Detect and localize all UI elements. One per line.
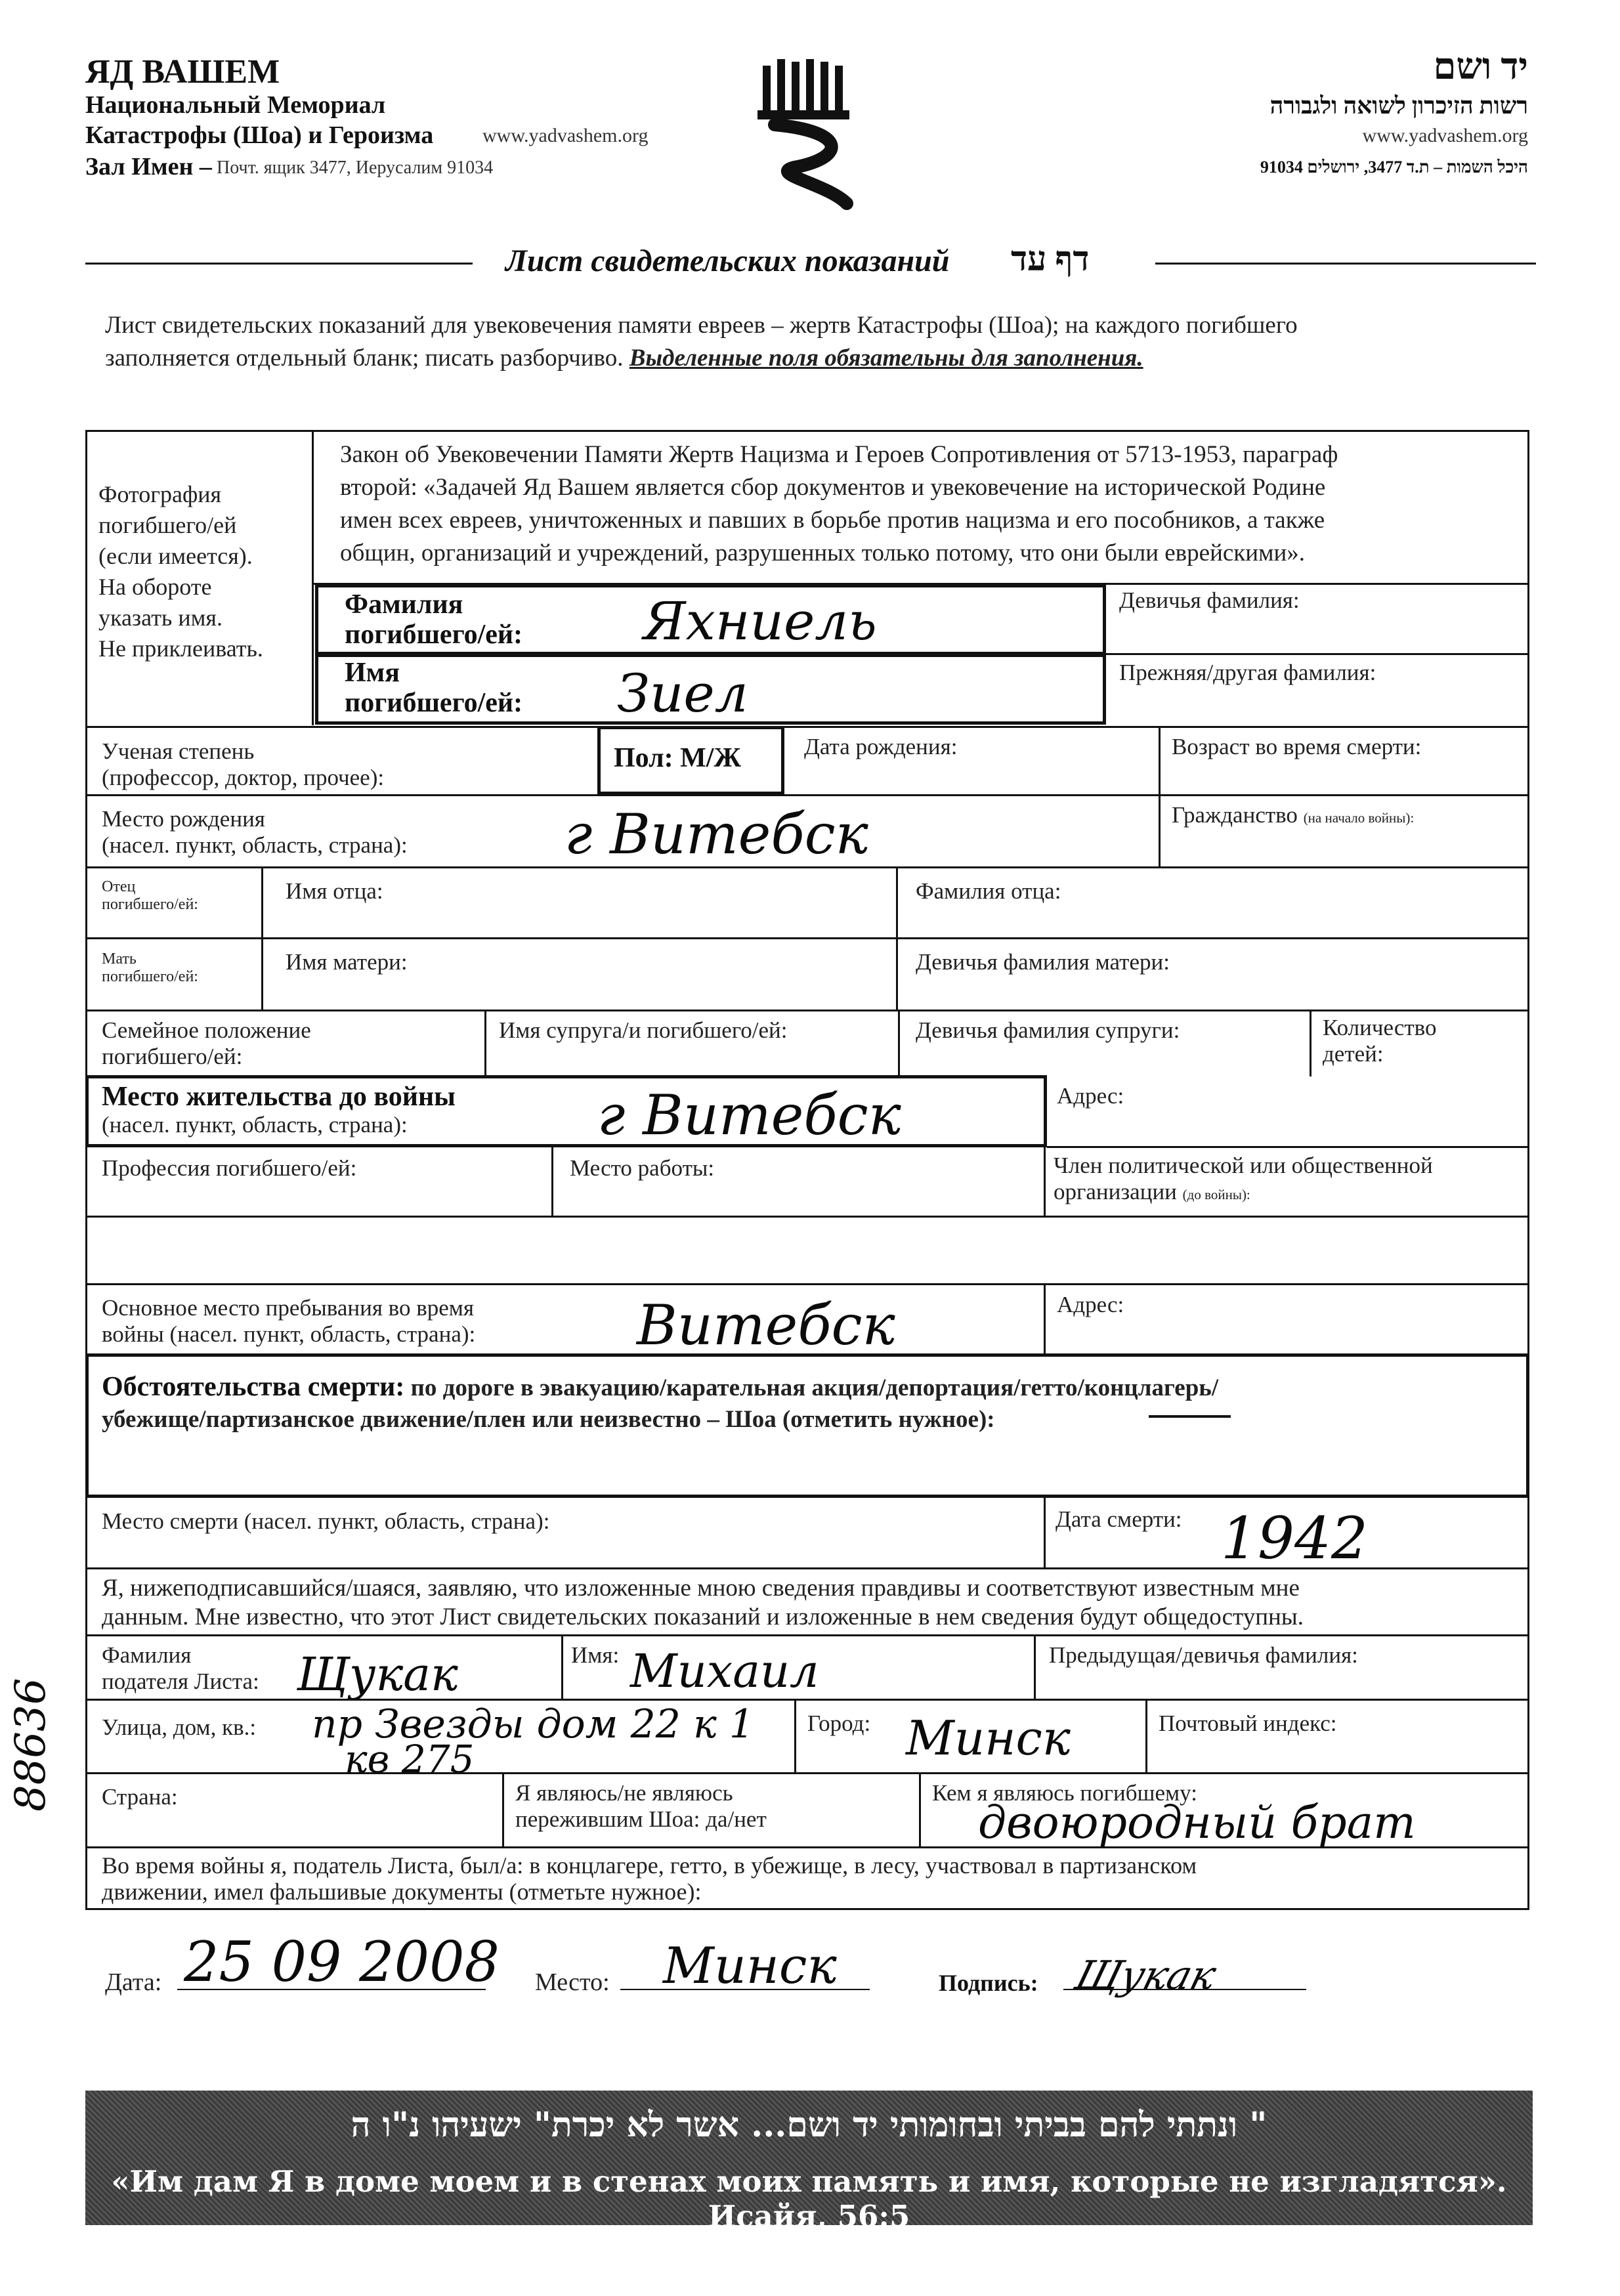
membership-note: (до войны):	[1182, 1187, 1250, 1202]
row-rule-profession	[1047, 1146, 1529, 1148]
victim-name-value: Зиел	[617, 663, 748, 724]
submitter-prev-divider	[1034, 1634, 1036, 1700]
membership-label	[1054, 1153, 1433, 1208]
relation-divider	[919, 1772, 921, 1848]
wartime-place-value: Витебск	[637, 1293, 895, 1357]
declaration-text	[102, 1574, 1304, 1632]
row-rule-degree	[85, 726, 1529, 728]
street-label: Улица, дом, кв.:	[102, 1714, 257, 1740]
photo-divider	[312, 430, 314, 725]
row-rule-father	[85, 866, 1529, 868]
birthplace-label	[102, 806, 408, 859]
victim-name-label-2: погибшего/ей:	[345, 688, 523, 718]
form-title-ru: Лист свидетельских показаний	[505, 244, 950, 278]
victim-name-label-1: Имя	[345, 658, 400, 688]
death-date-divider	[1044, 1497, 1046, 1569]
death-date-value: 1942	[1221, 1504, 1368, 1572]
declaration-line-2: данным. Мне известно, что этот Лист свидетельских показаний и изложенные в нем сведения будут общедоступны.	[102, 1604, 1304, 1630]
street-value-line-1: пр Звезды дом 22 к 1	[312, 1701, 755, 1747]
city-value: Минск	[906, 1711, 1071, 1766]
row-rule-street	[85, 1699, 1529, 1701]
sign-place-value: Минск	[663, 1936, 837, 1995]
photo-line-3: (если имеется).	[98, 543, 253, 569]
residence-value: г Витебск	[597, 1083, 901, 1147]
wartime-place-label	[102, 1295, 475, 1348]
footer-banner	[85, 2091, 1533, 2234]
father-tag	[102, 878, 198, 914]
marital-label-2: погибшего/ей:	[102, 1044, 243, 1069]
title-rule-right	[1155, 263, 1536, 265]
victim-other-surname-label: Прежняя/другая фамилия:	[1119, 660, 1376, 685]
citizenship-note: (на начало войны):	[1303, 810, 1415, 826]
degree-label-1: Ученая степень	[102, 738, 255, 764]
spouse-name-divider	[484, 1010, 486, 1076]
sign-date-line	[177, 1989, 486, 1990]
citizenship-divider	[1159, 794, 1161, 866]
residence-label-1: Место жительства до войны	[102, 1082, 456, 1112]
death-date-label: Дата смерти:	[1055, 1506, 1182, 1532]
org-postal-ru: Почт. ящик 3477, Иерусалим 91034	[217, 158, 494, 178]
birthplace-value: г Витебск	[565, 802, 868, 866]
gender-label: Пол: М/Ж	[614, 743, 742, 773]
marital-label	[102, 1017, 311, 1070]
spouse-maiden-label: Девичья фамилия супруги:	[916, 1017, 1180, 1043]
death-circumstances-text	[102, 1372, 1218, 1435]
row-rule-country	[85, 1772, 1529, 1774]
law-text	[340, 438, 1338, 570]
org-web-ru: www.yadvashem.org	[482, 125, 649, 146]
victim-maiden-label: Девичья фамилия:	[1119, 587, 1300, 613]
mother-tag-2: погибшего/ей:	[102, 968, 198, 985]
photo-instructions	[98, 479, 263, 664]
father-tag-2: погибшего/ей:	[102, 896, 198, 913]
submitter-name-label: Имя:	[571, 1642, 620, 1668]
mother-name-label: Имя матери:	[286, 949, 408, 975]
sign-date-label: Дата:	[105, 1968, 162, 1996]
citizenship-label	[1172, 802, 1414, 831]
relation-label: Кем я являюсь погибшему:	[932, 1780, 1197, 1806]
degree-label-2: (профессор, доктор, прочее):	[102, 765, 385, 790]
title-rule-left	[85, 263, 473, 265]
row-rule-wartime-submitter	[85, 1846, 1529, 1848]
sign-place-line	[620, 1989, 870, 1990]
banner-quote-ru: «Им дам Я в доме моем и в стенах моих память и имя, которые не изгладятся». Исайя, 56:5	[111, 2164, 1507, 2234]
relation-value: двоюродный брат	[978, 1797, 1416, 1849]
row-rule-family	[85, 1010, 1529, 1011]
law-line-4: общин, организаций и учреждений, разрушенных только потому, что они были еврейскими».	[340, 540, 1306, 566]
intro-line-1: Лист свидетельских показаний для увековечения памяти евреев – жертв Катастрофы (Шоа); на каждого погибшего	[105, 312, 1298, 339]
law-line-2: второй: «Задачей Яд Вашем является сбор документов и увековечение на исторической Родине	[340, 474, 1326, 501]
mother-maiden-label: Девичья фамилия матери:	[916, 949, 1170, 975]
birth-date-divider	[1159, 726, 1161, 795]
org-line-1-ru: Национальный Мемориал	[85, 91, 386, 119]
children-label-1: Количество	[1323, 1015, 1437, 1040]
form-title-he: דף עד	[1011, 241, 1090, 278]
profession-label: Профессия погибшего/ей:	[102, 1155, 357, 1181]
workplace-divider	[551, 1147, 553, 1216]
row-rule-mother	[85, 937, 1529, 939]
declaration-line-1: Я, нижеподписавшийся/шаяся, заявляю, что изложенные мною сведения правдивы и соответствуют известным мне	[102, 1575, 1300, 1602]
residence-address-label: Адрес:	[1057, 1083, 1124, 1109]
submitter-wartime-line-2: движении, имел фальшивые документы (отметьте нужное):	[102, 1879, 702, 1905]
wartime-place-label-2: войны (насел. пункт, область, страна):	[102, 1321, 476, 1347]
birthplace-label-2: (насел. пункт, область, страна):	[102, 832, 408, 858]
children-label	[1323, 1015, 1436, 1067]
org-line-3-ru: Зал Имен –	[85, 153, 212, 181]
victim-surname-value: Яхниель	[643, 591, 877, 652]
submitter-name-divider	[561, 1634, 563, 1700]
death-circumstances-line-1: по дороге в эвакуацию/карательная акция/депортация/гетто/концлагерь/	[410, 1374, 1219, 1401]
father-tag-1: Отец	[102, 878, 136, 895]
death-circumstances-line-2: убежище/партизанское движение/плен или неизвестно – Шоа (отметить нужное):	[102, 1406, 995, 1433]
mother-tag	[102, 950, 198, 986]
death-place-label: Место смерти (насел. пункт, область, страна):	[102, 1508, 550, 1534]
degree-label	[102, 738, 384, 791]
law-line-1: Закон об Увековечении Памяти Жертв Нацизма и Героев Сопротивления от 5713-1953, параграф	[340, 441, 1338, 468]
org-line-2-ru: Катастрофы (Шоа) и Героизма	[85, 121, 434, 149]
photo-line-1: Фотография	[98, 481, 222, 507]
workplace-label: Место работы:	[570, 1155, 715, 1181]
sign-signature-label: Подпись:	[939, 1970, 1038, 1996]
intro-line-2	[105, 344, 1143, 372]
row-rule-declaration	[85, 1567, 1529, 1569]
submitter-surname-label-2: подателя Листа:	[102, 1669, 259, 1694]
sign-signature-value: Щукак	[1070, 1953, 1222, 1999]
victim-name-label	[345, 658, 522, 718]
wartime-address-label: Адрес:	[1057, 1292, 1124, 1317]
membership-label-1: Член политической или общественной	[1054, 1153, 1433, 1178]
org-postal-he: היכל השמות – ת.ד 3477, ירושלים 91034	[1260, 158, 1528, 177]
row-rule-birthplace	[85, 794, 1529, 796]
membership-label-2: организации	[1054, 1179, 1177, 1204]
birthplace-label-1: Место рождения	[102, 806, 265, 832]
org-line-1-he: רשות הזיכרון לשואה ולגבורה	[1269, 93, 1528, 119]
membership-divider	[1044, 1147, 1046, 1216]
citizenship-label-text: Гражданство	[1172, 802, 1298, 828]
mother-tag-1: Мать	[102, 950, 137, 967]
org-name-he: יד ושם	[1433, 47, 1528, 87]
submitter-name-value: Михаил	[630, 1644, 819, 1698]
row-rule-blank	[85, 1216, 1529, 1218]
father-name-label: Имя отца:	[286, 878, 383, 904]
submitter-wartime-line-1: Во время войны я, податель Листа, был/а: в концлагере, гетто, в убежище, в лесу, участвовал в партизанском	[102, 1852, 1197, 1879]
sign-place-label: Место:	[535, 1968, 610, 1996]
residence-label-2: (насел. пункт, область, страна):	[102, 1112, 408, 1137]
wartime-address-divider	[1044, 1283, 1046, 1354]
photo-line-2: погибшего/ей	[98, 512, 237, 538]
wartime-place-label-1: Основное место пребывания во время	[102, 1295, 475, 1321]
banner-quote-he: " ונתתי להם בביתי ובחומותי יד ושם... אשר לא יכרת" ישעיהו נ"ו ה	[351, 2105, 1268, 2145]
org-web-he: www.yadvashem.org	[1362, 125, 1528, 146]
row-rule-submitter	[85, 1634, 1529, 1636]
survivor-label	[515, 1780, 767, 1833]
spouse-maiden-divider	[898, 1010, 900, 1076]
survivor-label-2: пережившим Шоа: да/нет	[515, 1806, 767, 1832]
maiden-bottom-rule	[1106, 653, 1529, 655]
age-label: Возраст во время смерти:	[1172, 734, 1422, 759]
law-line-3: имен всех евреев, уничтоженных и павших в борьбе против нацизма и его пособников, а также	[340, 507, 1325, 534]
country-label: Страна:	[102, 1784, 178, 1810]
sign-signature-line	[1063, 1989, 1306, 1990]
victim-surname-label-2: погибшего/ей:	[345, 620, 523, 650]
org-name-ru: ЯД ВАШЕМ	[85, 53, 280, 91]
death-circumstances-label: Обстоятельства смерти:	[102, 1372, 405, 1402]
submitter-prev-label: Предыдущая/девичья фамилия:	[1049, 1642, 1358, 1668]
survivor-label-1: Я являюсь/не являюсь	[515, 1780, 733, 1806]
victim-surname-label-1: Фамилия	[345, 589, 463, 620]
photo-line-6: Не приклеивать.	[98, 635, 263, 662]
death-circumstances-mark	[1149, 1415, 1231, 1418]
birth-date-label: Дата рождения:	[804, 734, 958, 759]
photo-line-4: На обороте	[98, 574, 212, 600]
archive-number: 88636	[7, 1678, 55, 1812]
victim-surname-label	[345, 589, 522, 650]
yad-vashem-logo-icon	[748, 53, 860, 210]
city-divider	[794, 1699, 796, 1772]
intro-required-note: Выделенные поля обязательны для заполнения.	[629, 345, 1143, 372]
intro-line-2-text: заполняется отдельный бланк; писать разборчиво.	[105, 345, 624, 372]
marital-label-1: Семейное положение	[102, 1017, 311, 1043]
city-label: Город:	[807, 1711, 871, 1736]
submitter-surname-value: Щукак	[297, 1648, 458, 1701]
submitter-surname-label-1: Фамилия	[102, 1642, 192, 1668]
father-surname-label: Фамилия отца:	[916, 878, 1061, 904]
residence-label	[102, 1082, 456, 1138]
submitter-wartime-text	[102, 1852, 1197, 1905]
survivor-divider	[502, 1772, 504, 1848]
zip-label: Почтовый индекс:	[1159, 1711, 1337, 1736]
street-value-line-2: кв 275	[345, 1737, 475, 1781]
zip-divider	[1145, 1699, 1147, 1772]
row-rule-wartime	[85, 1283, 1529, 1285]
photo-line-5: указать имя.	[98, 605, 223, 631]
submitter-surname-label	[102, 1642, 259, 1695]
children-divider	[1310, 1010, 1311, 1076]
sign-date-value: 25 09 2008	[184, 1930, 500, 1994]
children-label-2: детей:	[1323, 1041, 1384, 1067]
spouse-name-label: Имя супруга/и погибшего/ей:	[499, 1017, 788, 1043]
